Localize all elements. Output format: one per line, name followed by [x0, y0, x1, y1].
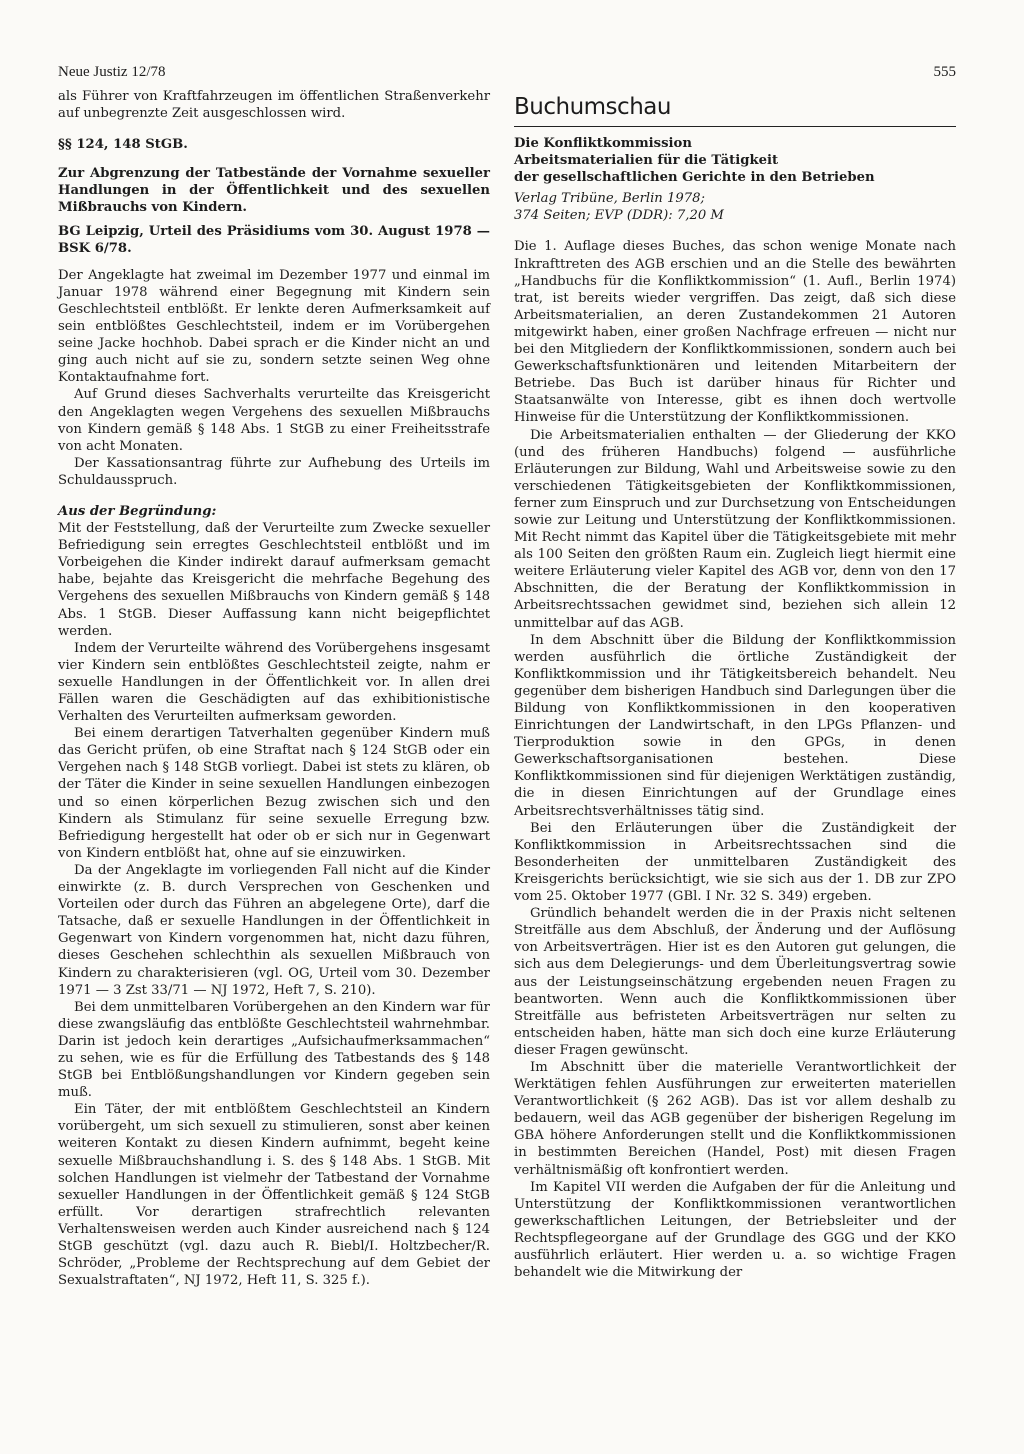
court-citation: BG Leipzig, Urteil des Präsidiums vom 30. August 1978 — BSK 6/78.: [58, 223, 490, 256]
law-reference: §§ 124, 148 StGB.: [58, 137, 188, 153]
left-column: [58, 88, 490, 1289]
reasons-paragraph: Mit der Feststellung, daß der Verurteilte zum Zwecke sexueller Befriedigung sein erregtes Geschlechtsteil entblößt und im Vorbeigehen die Kinder indirekt darauf aufmerksam gemacht habe, bejahte das Kreisgericht die mehrfache Begehung des Vergehens des sexuellen Mißbrauchs von Kindern gemäß § 148 Abs. 1 StGB. Dieser Auffassung kann nicht beigepflichtet werden.: [58, 521, 490, 639]
section-title: Buchumschau: [514, 94, 671, 120]
review-paragraph: In dem Abschnitt über die Bildung der Konfliktkommission werden ausführlich die örtliche Zuständigkeit der Konfliktkommission und ihr Tätigkeitsbereich behandelt. Neu gegenüber dem bisherigen Handbuch sind Darlegungen über die Bildung von Konfliktkommissionen in den kooperativen Einrichtungen der Landwirtschaft, in den LPGs Pflanzen- und Tierproduktion sowie in den GPGs, in denen Gewerkschaftsorganisationen bestehen. Diese Konfliktkommissionen sind für diejenigen Werktätigen zuständig, die in diesen Einrichtungen auf der Grundlage eines Arbeitsrechtsverhältnisses tätig sind.: [514, 632, 956, 819]
journal-page: [58, 60, 956, 1430]
section-rule: [514, 126, 956, 127]
review-paragraph: Im Kapitel VII werden die Aufgaben der für die Anleitung und Unterstützung der Konfliktkommissionen verantwortlichen gewerkschaftlichen Leitungen, der Betriebsleiter und der Rechtspflegeorgane auf der Grundlage des GGG und der KKO ausführlich erläutert. Hier werden u. a. so wichtige Fragen behandelt wie die Mitwirkung der: [514, 1179, 956, 1281]
reasons-paragraph: Bei einem derartigen Tatverhalten gegenüber Kindern muß das Gericht prüfen, ob eine Straftat nach § 124 StGB oder ein Vergehen nach § 148 StGB vorliegt. Dabei ist stets zu klären, ob der Täter die Kinder in seine sexuellen Handlungen einbezogen und so einen körperlichen Bezug zwischen sich und den Kindern als Stimulanz für seine sexuelle Erregung bzw. Befriedigung hergestellt hat oder ob er sich nur in Gegenwart von Kindern entblößt hat, ohne auf sie einzuwirken.: [58, 726, 490, 861]
decision-headline: Zur Abgrenzung der Tatbestände der Vornahme sexueller Handlungen in der Öffentlichkeit und des sexuellen Mißbrauchs von Kindern.: [58, 166, 490, 216]
review-paragraph: Bei den Erläuterungen über die Zuständigkeit der Konfliktkommission in Arbeitsrechtssachen sind die Besonderheiten der unmittelbaren Zuständigkeit des Kreisgerichts berücksichtigt, wie sie sich aus der 1. DB zur ZPO vom 25. Oktober 1977 (GBl. I Nr. 32 S. 349) ergeben.: [514, 820, 956, 905]
page-number: 555: [933, 64, 956, 80]
page-header: [58, 60, 956, 86]
review-paragraph: Die 1. Auflage dieses Buches, das schon wenige Monate nach Inkrafttreten des AGB erschien und an die Stelle des bewährten „Handbuchs für die Konfliktkommission“ (1. Aufl., Berlin 1974) trat, ist bereits wieder vergriffen. Das zeigt, daß sich diese Arbeitsmaterialien, an deren Zustandekommen 21 Autoren mitgewirkt haben, einer großen Nachfrage erfreuen — nicht nur bei den Mitgliedern der Konfliktkommissionen, sondern auch bei Gewerkschaftsfunktionären und leitenden Mitarbeitern der Betriebe. Das Buch ist darüber hinaus für Richter und Staatsanwälte von Interesse, gibt es ihnen doch wertvolle Hinweise für die Unterstützung der Konfliktkommissionen.: [514, 239, 956, 426]
continued-text: als Führer von Kraftfahrzeugen im öffentlichen Straßenverkehr auf unbegrenzte Zeit ausgeschlossen wird.: [58, 89, 490, 122]
facts-paragraph: Der Kassationsantrag führte zur Aufhebung des Urteils im Schuldausspruch.: [58, 455, 490, 488]
book-publication-info: Verlag Tribüne, Berlin 1978; 374 Seiten; EVP (DDR): 7,20 M: [514, 191, 724, 224]
right-column: [514, 88, 956, 1281]
reasons-paragraph: Indem der Verurteilte während des Vorübergehens insgesamt vier Kindern sein entblößtes Geschlechtsteil zeigte, nahm er sexuelle Handlungen in der Öffentlichkeit vor. In allen drei Fällen waren die Geschädigten auf das exhibitionistische Verhalten des Verurteilten aufmerksam geworden.: [58, 640, 490, 725]
book-title: Die Konfliktkommission Arbeitsmaterialien für die Tätigkeit der gesellschaftlichen Gerichte in den Betrieben: [514, 136, 875, 186]
review-paragraph: Gründlich behandelt werden die in der Praxis nicht seltenen Streitfälle aus dem Abschluß, der Änderung und der Auflösung von Arbeitsverträgen. Hier ist es den Autoren gut gelungen, die sich aus dem Delegierungs- und dem Überleitungsvertrag sowie aus der Leistungseinschätzung ergebenden neuen Fragen zu beantworten. Wenn auch die Konfliktkommissionen über Streitfälle aus befristeten Arbeitsverträgen nur selten zu entscheiden haben, hätte man sich doch eine kurze Erläuterung dieser Fragen gewünscht.: [514, 906, 956, 1058]
facts-paragraph: Der Angeklagte hat zweimal im Dezember 1977 und einmal im Januar 1978 während einer Begegnung mit Kindern sein Geschlechtsteil entblößt. Er lenkte deren Aufmerksamkeit auf sein entblößtes Geschlechtsteil, indem er im Vorübergehen seine Jacke hochhob. Dabei sprach er die Kinder nicht an und ging auch nicht auf sie zu, sondern setzte seinen Weg ohne Kontaktaufnahme fort.: [58, 267, 490, 386]
reasons-paragraph: Da der Angeklagte im vorliegenden Fall nicht auf die Kinder einwirkte (z. B. durch Versprechen von Geschenken und Vorteilen oder durch das Führen an abgelegene Orte), darf die Tatsache, daß er sexuelle Handlungen in der Öffentlichkeit in Gegenwart von Kindern vorgenommen hat, nicht dazu führen, dieses Geschehen schlechthin als sexuellen Mißbrauch von Kindern zu charakterisieren (vgl. OG, Urteil vom 30. Dezember 1971 — 3 Zst 33/71 — NJ 1972, Heft 7, S. 210).: [58, 862, 490, 998]
review-paragraph: Die Arbeitsmaterialien enthalten — der Gliederung der KKO (und des früheren Handbuchs) folgend — ausführliche Erläuterungen zur Bildung, Wahl und Arbeitsweise sowie zu den verschiedenen Tätigkeitsgebieten der Konfliktkommissionen, ferner zum Einspruch und zur Durchsetzung von Entscheidungen sowie zur Leitung und Unterstützung der Konfliktkommissionen. Mit Recht nimmt das Kapitel über die Tätigkeitsgebiete mit mehr als 100 Seiten den größten Raum ein. Zugleich liegt hiermit eine weitere Erläuterung vieler Kapitel des AGB vor, denn von den 17 Abschnitten, die der Beratung der Konfliktkommission in Arbeitsrechtssachen gewidmet sind, beziehen sich allein 12 unmittelbar auf das AGB.: [514, 427, 956, 631]
review-paragraph: Im Abschnitt über die materielle Verantwortlichkeit der Werktätigen fehlen Ausführungen zur erweiterten materiellen Verantwortlichkeit (§ 262 AGB). Das ist vor allem deshalb zu bedauern, weil das AGB gegenüber der bisherigen Regelung im GBA höhere Anforderungen stellt und die Konfliktkommissionen in bestimmten Bereichen (Handel, Post) mit diesen Fragen verhältnismäßig oft konfrontiert werden.: [514, 1059, 956, 1178]
journal-name: Neue Justiz 12/78: [58, 64, 166, 80]
reasons-paragraph: Ein Täter, der mit entblößtem Geschlechtsteil an Kindern vorübergeht, um sich sexuell zu stimulieren, sonst aber keinen weiteren Kontakt zu diesen Kindern aufnimmt, begeht keine sexuelle Mißbrauchshandlung i. S. des § 148 Abs. 1 StGB. Mit solchen Handlungen ist vielmehr der Tatbestand der Vornahme sexueller Handlungen in der Öffentlichkeit gemäß § 124 StGB erfüllt. Vor derartigen strafrechtlich relevanten Verhaltensweisen werden auch Kinder ausreichend nach § 124 StGB geschützt (vgl. dazu auch R. Biebl/I. Holtzbecher/R. Schröder, „Probleme der Rechtsprechung auf dem Gebiet der Sexualstraftaten“, NJ 1972, Heft 11, S. 325 f.).: [58, 1102, 490, 1289]
reasons-heading: Aus der Begründung:: [58, 503, 217, 519]
facts-paragraph: Auf Grund dieses Sachverhalts verurteilte das Kreisgericht den Angeklagten wegen Vergehens des sexuellen Mißbrauchs von Kindern gemäß § 148 Abs. 1 StGB zu einer Freiheitsstrafe von acht Monaten.: [58, 387, 490, 454]
reasons-paragraph: Bei dem unmittelbaren Vorübergehen an den Kindern war für diese zwangsläufig das entblößte Geschlechtsteil wahrnehmbar. Darin ist jedoch kein derartiges „Aufsichaufmerksammachen“ zu sehen, wie es für die Erfüllung des Tatbestands des § 148 StGB bei Entblößungshandlungen vor Kindern gegeben sein muß.: [58, 999, 490, 1101]
